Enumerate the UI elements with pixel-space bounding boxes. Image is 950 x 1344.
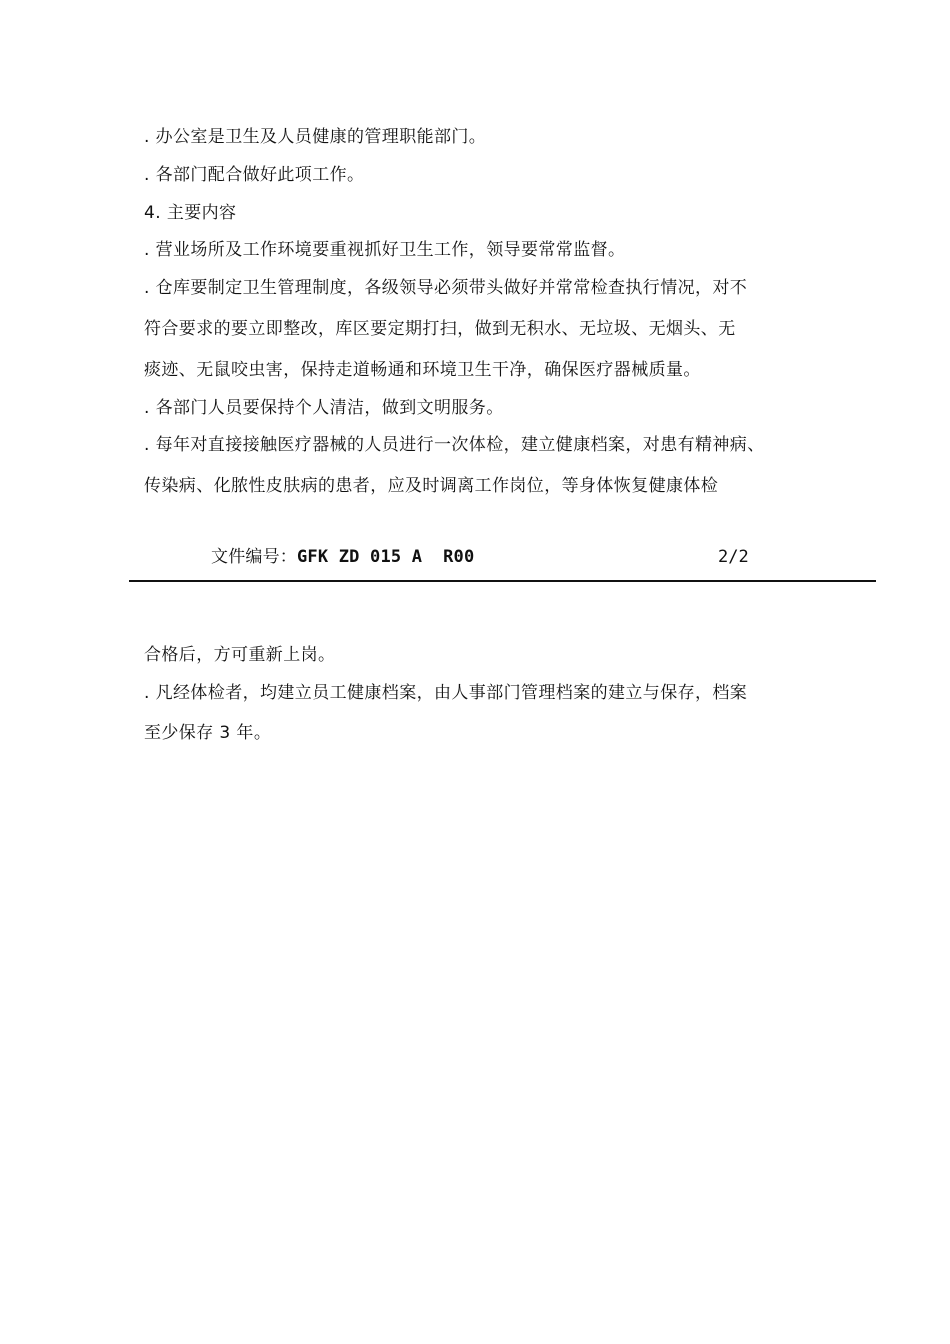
paragraph-line: . 每年对直接接触医疗器械的人员进行一次体检，建立健康档案，对患有精神病、 xyxy=(144,435,765,455)
paragraph-line: . 仓库要制定卫生管理制度，各级领导必须带头做好并常常检查执行情况，对不 xyxy=(144,278,748,298)
paragraph-line: . 营业场所及工作环境要重视抓好卫生工作，领导要常常监督。 xyxy=(144,240,626,260)
document-code-value: GFK ZD 015 A R00 xyxy=(297,547,475,567)
paragraph-line: 至少保存 3 年。 xyxy=(144,723,272,743)
paragraph-line: . 办公室是卫生及人员健康的管理职能部门。 xyxy=(144,127,487,147)
paragraph-line: 传染病、化脓性皮肤病的患者，应及时调离工作岗位，等身体恢复健康体检 xyxy=(144,476,719,496)
paragraph-line: . 各部门人员要保持个人清洁，做到文明服务。 xyxy=(144,398,504,418)
paragraph-line: . 各部门配合做好此项工作。 xyxy=(144,165,365,185)
paragraph-line: . 凡经体检者，均建立员工健康档案，由人事部门管理档案的建立与保存，档案 xyxy=(144,683,748,703)
section-heading: 4. 主要内容 xyxy=(144,203,237,223)
document-code-label: 文件编号： xyxy=(211,547,297,567)
paragraph-line: 痰迹、无鼠咬虫害，保持走道畅通和环境卫生干净，确保医疗器械质量。 xyxy=(144,360,701,380)
page-number: 2/2 xyxy=(718,547,749,567)
paragraph-line: 合格后，方可重新上岗。 xyxy=(144,645,336,665)
paragraph-line: 符合要求的要立即整改，库区要定期打扫，做到无积水、无垃圾、无烟头、无 xyxy=(144,319,736,339)
page-divider xyxy=(129,580,876,582)
document-code xyxy=(211,546,474,568)
